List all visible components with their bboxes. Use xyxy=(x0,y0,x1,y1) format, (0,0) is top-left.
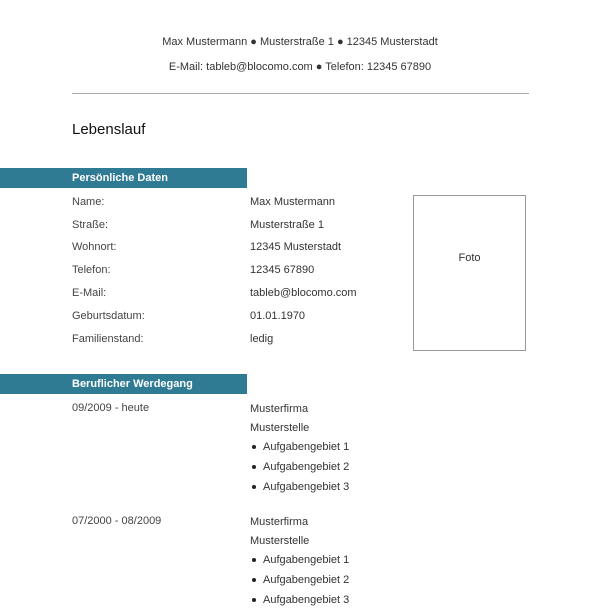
personal-value-marital-status: ledig xyxy=(250,333,274,345)
bullet-icon xyxy=(252,558,256,562)
job-company: Musterfirma xyxy=(250,403,309,415)
job-task-list xyxy=(250,553,450,613)
personal-label-marital-status: Familienstand: xyxy=(72,333,144,345)
bullet-icon xyxy=(252,598,256,602)
personal-value-name: Max Mustermann xyxy=(250,196,335,208)
photo-placeholder xyxy=(413,195,526,351)
job-task-item xyxy=(250,480,450,500)
bullet-icon xyxy=(252,578,256,582)
job-task-text: Aufgabengebiet 1 xyxy=(263,441,350,453)
personal-label-name: Name: xyxy=(72,196,105,208)
job-task-item xyxy=(250,573,450,593)
bullet-icon xyxy=(252,465,256,469)
job-task-item xyxy=(250,460,450,480)
section-header-career xyxy=(0,374,247,394)
photo-label: Foto xyxy=(458,252,481,264)
job-task-text: Aufgabengebiet 3 xyxy=(263,594,350,606)
job-task-item xyxy=(250,593,450,613)
header-divider xyxy=(72,93,529,94)
section-title-career: Beruflicher Werdegang xyxy=(72,378,193,390)
job-task-item xyxy=(250,440,450,460)
personal-value-birthdate: 01.01.1970 xyxy=(250,310,306,322)
document-title: Lebenslauf xyxy=(72,121,146,138)
personal-label-birthdate: Geburtsdatum: xyxy=(72,310,145,322)
personal-label-email: E-Mail: xyxy=(72,287,107,299)
section-title-personal: Persönliche Daten xyxy=(72,172,168,184)
job-period: 07/2000 - 08/2009 xyxy=(72,515,162,527)
job-company: Musterfirma xyxy=(250,516,309,528)
job-detail xyxy=(250,515,450,613)
personal-label-street: Straße: xyxy=(72,219,109,231)
job-period: 09/2009 - heute xyxy=(72,402,150,414)
job-task-item xyxy=(250,553,450,573)
job-detail xyxy=(250,402,450,500)
job-position: Musterstelle xyxy=(250,535,310,547)
personal-label-phone: Telefon: xyxy=(72,264,111,276)
job-task-text: Aufgabengebiet 3 xyxy=(263,481,350,493)
job-task-list xyxy=(250,440,450,500)
bullet-icon xyxy=(252,445,256,449)
job-task-text: Aufgabengebiet 2 xyxy=(263,574,350,586)
job-position: Musterstelle xyxy=(250,422,310,434)
job-task-text: Aufgabengebiet 2 xyxy=(263,461,350,473)
personal-value-street: Musterstraße 1 xyxy=(250,219,324,231)
bullet-icon xyxy=(252,485,256,489)
job-task-text: Aufgabengebiet 1 xyxy=(263,554,350,566)
personal-value-phone: 12345 67890 xyxy=(250,264,315,276)
personal-label-city: Wohnort: xyxy=(72,241,117,253)
personal-value-email: tableb@blocomo.com xyxy=(250,287,357,299)
contact-line-email-phone: E-Mail: tableb@blocomo.com ● Telefon: 12345 67890 xyxy=(168,61,432,73)
personal-value-city: 12345 Musterstadt xyxy=(250,241,342,253)
section-header-personal xyxy=(0,168,247,188)
contact-line-address: Max Mustermann ● Musterstraße 1 ● 12345 Musterstadt xyxy=(162,36,438,48)
